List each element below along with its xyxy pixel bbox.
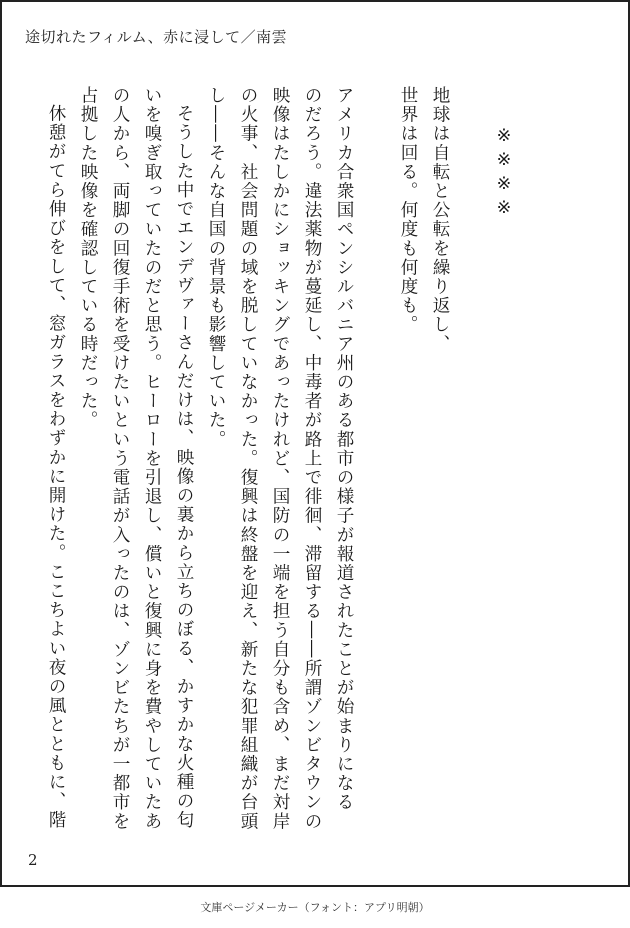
page-header-title: 途切れたフィルム、赤に浸して／南雲 — [25, 28, 288, 46]
text-line: 休憩がてら伸びをして、窓ガラスをわずかに開けた。ここちよい夜の風とともに、階 — [46, 104, 66, 830]
vertical-body-text — [20, 86, 520, 846]
blank-line — [456, 86, 488, 846]
text-line: 映像はたしかにショッキングであったけれど、国防の一端を担う自分も含め、まだ対岸 — [270, 86, 290, 831]
text-line: の人から、両脚の回復手術を受けたいという電話が入ったのは、ゾンビたちが一都市を — [110, 86, 130, 831]
text-line: そうした中でエンデヴァーさんだけは、映像の裏から立ちのぼる、かすかな火種の匂 — [174, 104, 194, 830]
text-line: のだろう。違法薬物が蔓延し、中毒者が路上で徘徊、滞留する――所謂ゾンビタウンの — [302, 86, 322, 831]
text-line: いを嗅ぎ取っていたのだと思う。ヒーローを引退し、償いと復興に身を費やしていたあ — [142, 86, 162, 831]
text-line: 地球は自転と公転を繰り返し、 — [430, 86, 450, 354]
text-line: の火事、社会問題の域を脱していなかった。復興は終盤を迎え、新たな犯罪組織が台頭 — [238, 86, 258, 831]
text-line: 世界は回る。何度も何度も。 — [398, 86, 418, 335]
section-break-asterisks: ※※※※ — [494, 126, 514, 222]
blank-line — [360, 86, 392, 846]
app-footer-credit: 文庫ページメーカー（フォント：アプリ明朝） — [200, 901, 430, 914]
text-line: 占拠した映像を確認している時だった。 — [78, 86, 98, 430]
text-line: アメリカ合衆国ペンシルバニア州のある都市の様子が報道されたことが始まりになる — [334, 86, 354, 812]
page-number: 2 — [28, 851, 38, 869]
text-line: し――そんな自国の背景も影響していた。 — [206, 86, 226, 449]
